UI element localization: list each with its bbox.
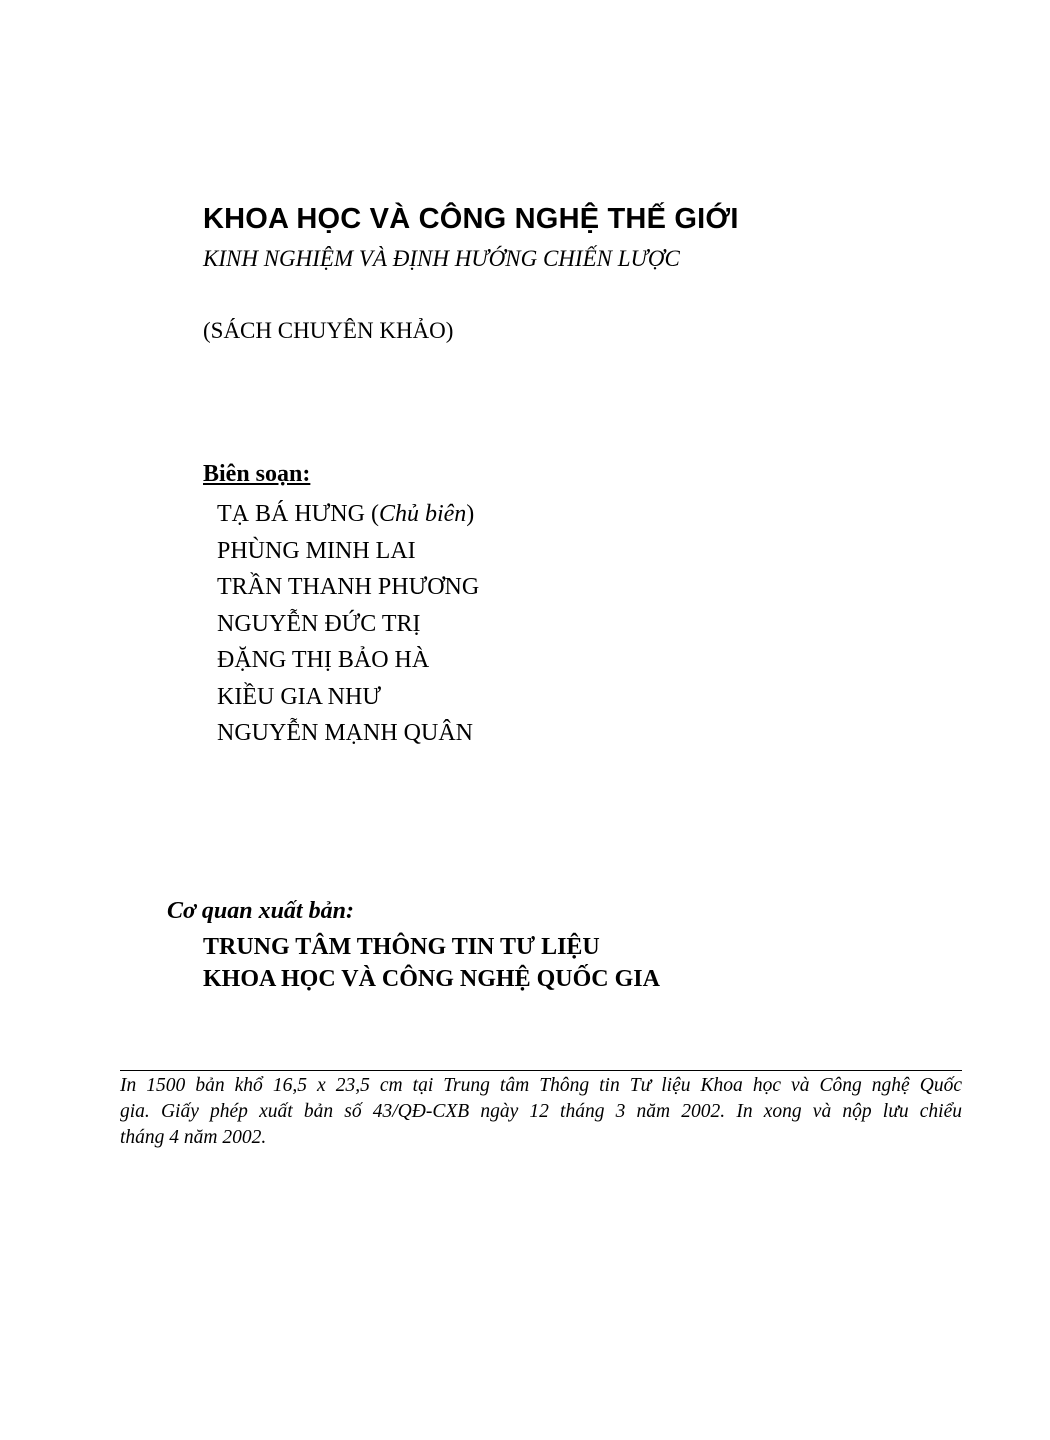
publisher-label: Cơ quan xuất bản: — [167, 898, 354, 924]
editor-item: PHÙNG MINH LAI — [217, 537, 416, 564]
editor-item: ĐẶNG THỊ BẢO HÀ — [217, 647, 430, 673]
editor-list — [217, 496, 479, 752]
editor-chief-close-paren: ) — [466, 501, 475, 527]
book-subtitle: KINH NGHIỆM VÀ ĐỊNH HƯỚNG CHIẾN LƯỢC — [203, 246, 680, 271]
editor-chief-open-paren: ( — [364, 501, 379, 527]
publisher-name-line-2: KHOA HỌC VÀ CÔNG NGHỆ QUỐC GIA — [203, 966, 660, 992]
imprint-divider — [120, 1070, 962, 1071]
book-type: (SÁCH CHUYÊN KHẢO) — [203, 318, 454, 343]
imprint-line-1: In 1500 bản khổ 16,5 x 23,5 cm tại Trung tâm Thông tin Tư liệu Khoa học và Công nghệ Quốc — [120, 1075, 962, 1096]
editor-chief-role: Chủ biên — [378, 501, 467, 527]
imprint-note — [120, 1073, 962, 1151]
publisher-name — [203, 931, 660, 995]
editor-item: TRẦN THANH PHƯƠNG — [217, 574, 480, 600]
editor-chief-name: TẠ BÁ HƯNG — [217, 501, 365, 527]
editor-item: NGUYỄN ĐỨC TRỊ — [217, 610, 421, 637]
imprint-line-2: gia. Giấy phép xuất bản số 43/QĐ-CXB ngày 12 tháng 3 năm 2002. In xong và nộp lưu chiểu — [120, 1101, 962, 1122]
editor-chief — [217, 496, 479, 533]
imprint-line-3: tháng 4 năm 2002. — [120, 1127, 267, 1148]
book-title: KHOA HỌC VÀ CÔNG NGHỆ THẾ GIỚI — [203, 203, 739, 235]
editor-item: NGUYỄN MẠNH QUÂN — [217, 720, 473, 746]
publisher-name-line-1: TRUNG TÂM THÔNG TIN TƯ LIỆU — [203, 934, 600, 960]
editor-item: KIỀU GIA NHƯ — [217, 683, 381, 710]
editors-label: Biên soạn: — [203, 461, 311, 487]
